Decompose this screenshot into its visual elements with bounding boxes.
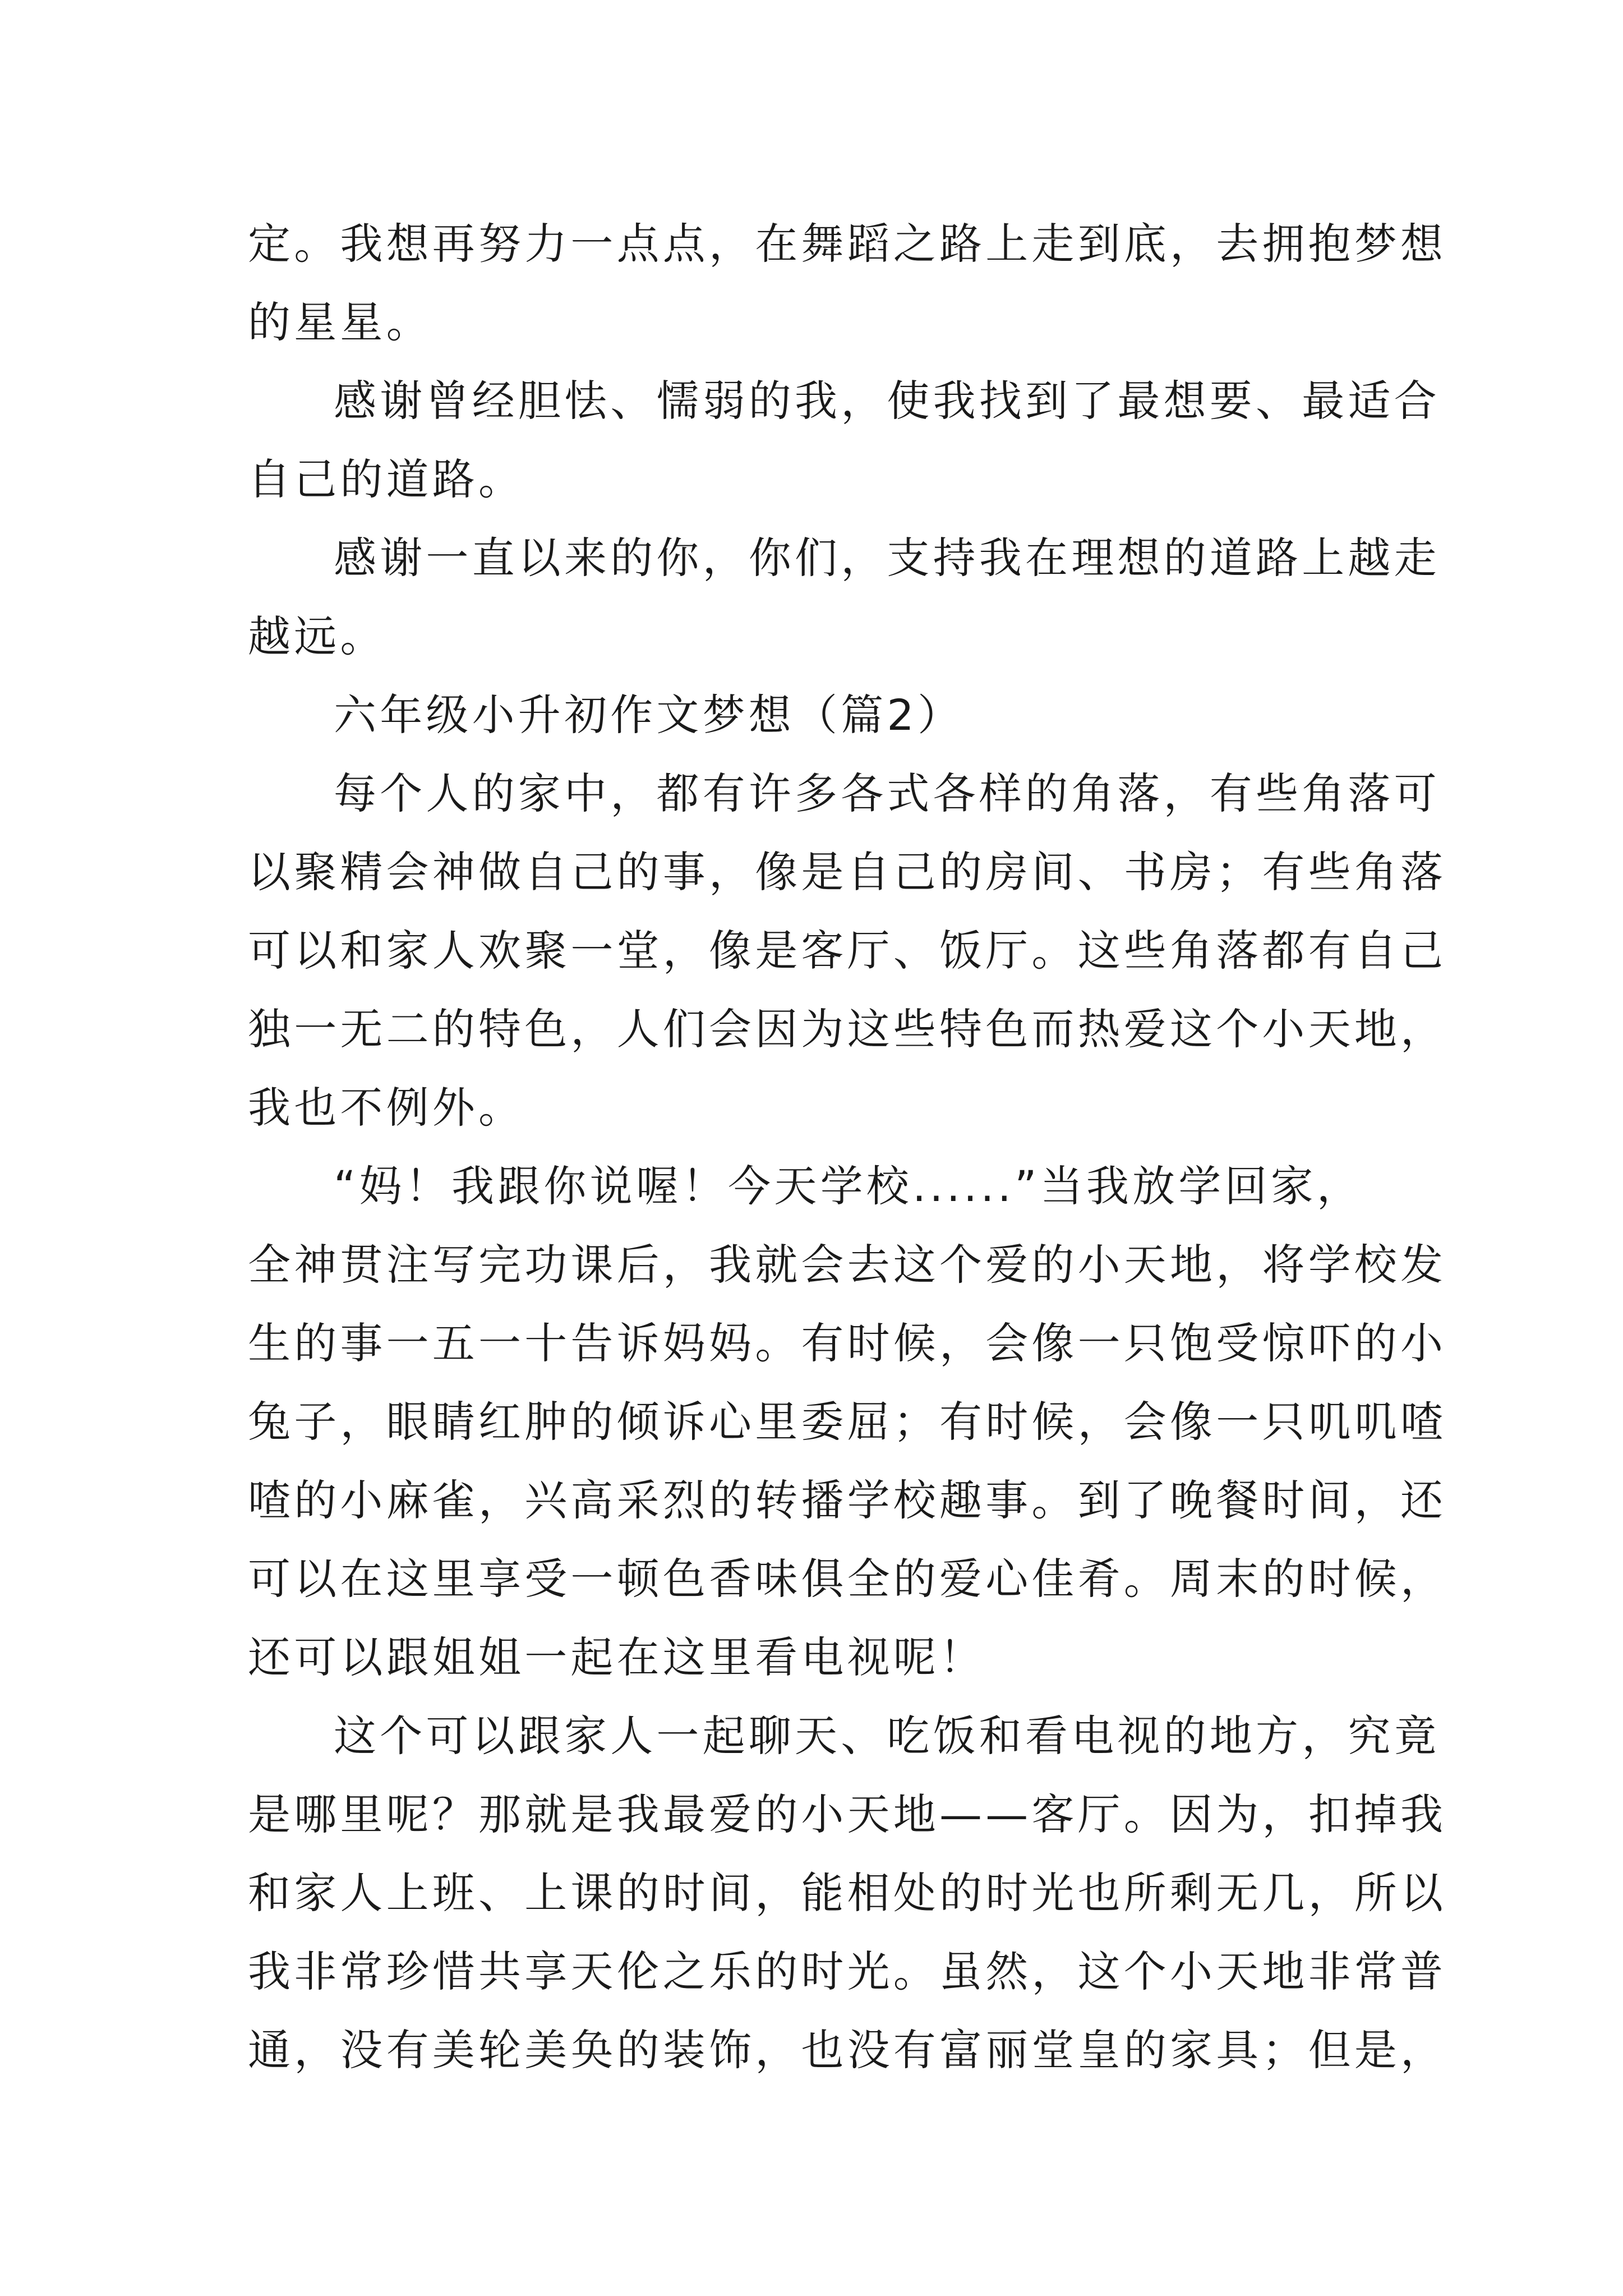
text-line: “妈！我跟你说喔！今天学校......”当我放学回家，: [334, 1161, 1363, 1211]
text-line: 每个人的家中，都有许多各式各样的角落，有些角落可: [334, 769, 1440, 818]
text-line: 生的事一五一十告诉妈妈。有时候，会像一只饱受惊吓的小: [248, 1318, 1447, 1368]
text-line: 以聚精会神做自己的事，像是自己的房间、书房；有些角落: [248, 847, 1447, 897]
text-line: 可以在这里享受一顿色香味俱全的爱心佳肴。周末的时候，: [248, 1554, 1447, 1604]
text-line: 感谢一直以来的你，你们，支持我在理想的道路上越走: [334, 533, 1440, 583]
text-line: 还可以跟姐姐一起在这里看电视呢！: [248, 1632, 986, 1682]
text-line: 兔子，眼睛红肿的倾诉心里委屈；有时候，会像一只叽叽喳: [248, 1397, 1447, 1447]
text-line: 自己的道路。: [248, 454, 525, 504]
section-heading: 六年级小升初作文梦想（篇2）: [334, 690, 964, 740]
text-line: 我非常珍惜共享天伦之乐的时光。虽然，这个小天地非常普: [248, 1947, 1447, 1996]
text-line: 定。我想再努力一点点，在舞蹈之路上走到底，去拥抱梦想: [248, 219, 1447, 269]
text-line: 可以和家人欢聚一堂，像是客厅、饭厅。这些角落都有自己: [248, 926, 1447, 976]
text-line: 感谢曾经胆怯、懦弱的我，使我找到了最想要、最适合: [334, 376, 1440, 426]
text-line: 这个可以跟家人一起聊天、吃饭和看电视的地方，究竟: [334, 1711, 1440, 1761]
text-line: 的星星。: [248, 297, 432, 347]
text-line: 和家人上班、上课的时间，能相处的时光也所剩无几，所以: [248, 1868, 1447, 1918]
text-line: 我也不例外。: [248, 1083, 525, 1133]
text-line: 独一无二的特色，人们会因为这些特色而热爱这个小天地，: [248, 1004, 1447, 1054]
text-line: 喳的小麻雀，兴高采烈的转播学校趣事。到了晚餐时间，还: [248, 1475, 1447, 1525]
text-line: 通，没有美轮美奂的装饰，也没有富丽堂皇的家具；但是，: [248, 2025, 1447, 2075]
text-line: 越远。: [248, 611, 386, 661]
text-line: 全神贯注写完功课后，我就会去这个爱的小天地，将学校发: [248, 1240, 1447, 1290]
text-line: 是哪里呢？那就是我最爱的小天地——客厅。因为，扣掉我: [248, 1789, 1447, 1839]
